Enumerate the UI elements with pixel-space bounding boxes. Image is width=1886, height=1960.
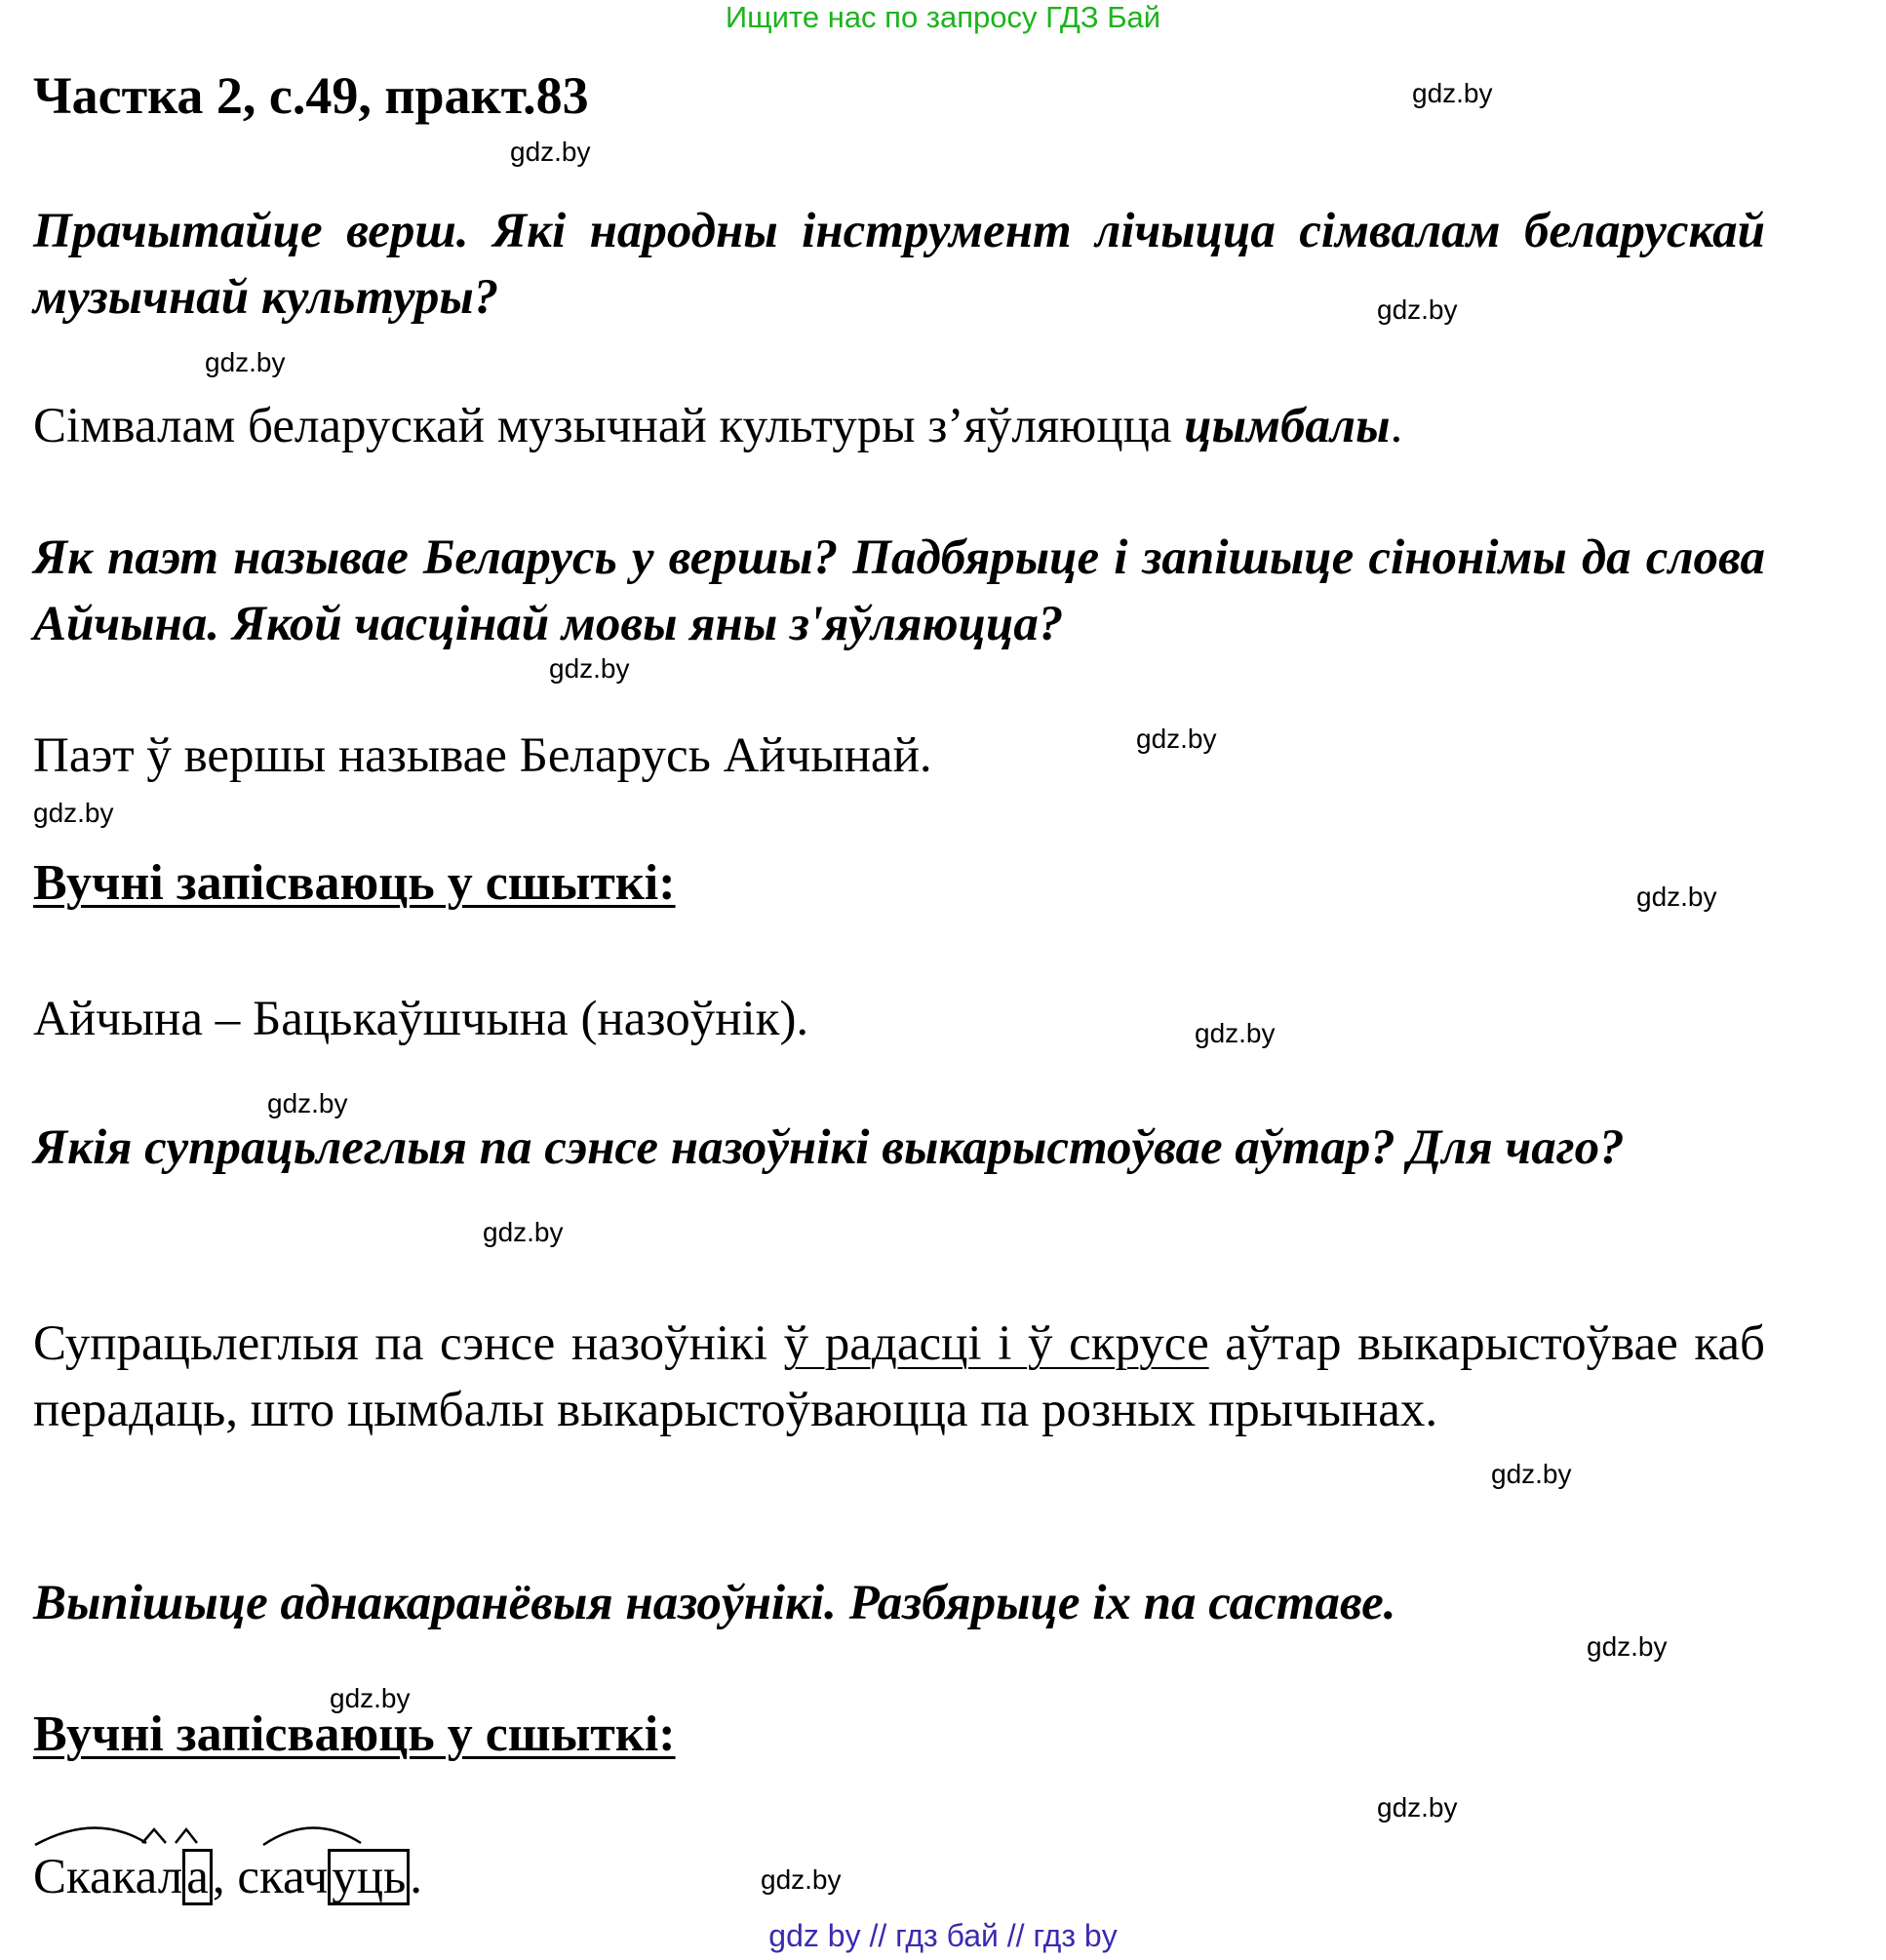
- suffix-mark-2: [176, 1829, 197, 1843]
- task-question-4: Выпішыце аднакаранёвыя назоўнікі. Разбярыце іх па саставе.: [33, 1576, 1396, 1630]
- task-question-2: Як паэт называе Беларусь у вершы? Падбярыце і запішыце сінонімы да слова Айчына. Якой часцінай мовы яны з'яўляюцца?: [33, 530, 1765, 651]
- word-2-ending: уць: [328, 1849, 410, 1905]
- watermark: gdz.by: [267, 1088, 348, 1118]
- watermark: gdz.by: [510, 137, 591, 167]
- final-period: .: [410, 1850, 423, 1904]
- watermark: gdz.by: [1636, 882, 1717, 912]
- task-question-1: Прачытайце верш. Які народны інструмент лічыцца сімвалам беларускай музычнай культуры?: [33, 204, 1765, 325]
- task-question-3: Якія супрацьлеглыя па сэнсе назоўнікі выкарыстоўвае аўтар? Для чаго?: [33, 1120, 1625, 1175]
- watermark: gdz.by: [33, 798, 114, 828]
- answer-1-text: Сімвалам беларускай музычнай культуры з’яўляюцца: [33, 399, 1185, 453]
- notebook-label-2: Вучні запісваюць у сшыткі:: [33, 1706, 676, 1762]
- word-2-stem: скач: [237, 1850, 329, 1904]
- answer-2: Паэт ў вершы называе Беларусь Айчынай.: [33, 728, 932, 783]
- answer-4-after: аўтар выкарыстоўвае каб перадаць, што цымбалы выкарыстоўваюцца па розных прычынах.: [33, 1316, 1765, 1437]
- watermark: gdz.by: [1377, 294, 1458, 325]
- page-title: Частка 2, с.49, практ.83: [33, 66, 589, 125]
- watermark: gdz.by: [330, 1683, 411, 1713]
- watermark: gdz.by: [1377, 1792, 1458, 1823]
- footer-links[interactable]: gdz by // гдз бай // гдз by: [768, 1918, 1118, 1953]
- morpheme-analysis: [33, 1849, 422, 1905]
- answer-4-underlined: ў радасці і ў скрусе: [783, 1316, 1209, 1371]
- watermark: gdz.by: [1587, 1631, 1668, 1662]
- watermark: gdz.by: [1195, 1018, 1276, 1048]
- top-banner: Ищите нас по запросу ГДЗ Бай: [725, 0, 1161, 34]
- notebook-label-1: Вучні запісваюць у сшыткі:: [33, 855, 676, 911]
- separator: ,: [212, 1850, 238, 1904]
- watermark: gdz.by: [549, 653, 630, 684]
- watermark: gdz.by: [483, 1217, 564, 1247]
- answer-4-before: Супрацьлеглыя па сэнсе назоўнікі: [33, 1316, 784, 1371]
- root-arc-2: [263, 1827, 361, 1845]
- answer-1-emphasis: цымбалы: [1184, 399, 1391, 453]
- word-1-ending: а: [182, 1849, 213, 1905]
- root-arc-1: [35, 1827, 146, 1845]
- suffix-mark-1: [142, 1829, 166, 1843]
- answer-3: Айчына – Бацькаўшчына (назоўнік).: [33, 992, 809, 1046]
- watermark: gdz.by: [761, 1864, 842, 1895]
- watermark: gdz.by: [1136, 724, 1217, 754]
- word-1-stem: Скакал: [33, 1850, 183, 1904]
- watermark: gdz.by: [1491, 1459, 1572, 1489]
- answer-1-end: .: [1390, 399, 1403, 453]
- watermark: gdz.by: [1412, 78, 1493, 108]
- watermark: gdz.by: [205, 347, 286, 377]
